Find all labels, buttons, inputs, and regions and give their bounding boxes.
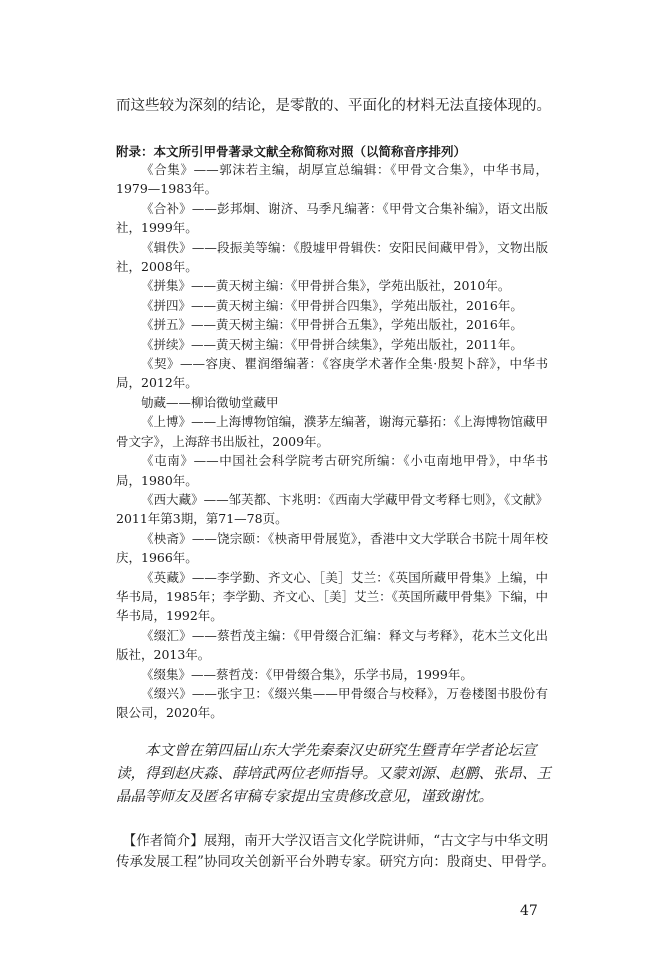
closing-paragraph: 而这些较为深刻的结论，是零散的、平面化的材料无法直接体现的。	[116, 98, 551, 114]
appendix-title: 附录：本文所引甲骨著录文献全称简称对照（以简称音序排列）	[116, 144, 467, 159]
acknowledgement-paragraph: 本文曾在第四届山东大学先秦秦汉史研究生暨青年学者论坛宣读，得到赵庆淼、薛培武两位老师指导。又蒙刘源、赵鹏、张昂、王晶晶等师友及匿名审稿专家提出宝贵修改意见，谨致谢忱。	[116, 743, 551, 805]
reference-entry: 《契》——容庚、瞿润缗编著：《容庚学术著作全集·殷契卜辞》，中华书局，2012年。	[116, 356, 548, 391]
reference-entry: 《缀汇》——蔡哲茂主编：《甲骨缀合汇编：释文与考释》，花木兰文化出版社，2013年。	[116, 627, 548, 663]
reference-entry: 《拼四》——黄天树主编：《甲骨拼合四集》，学苑出版社，2016年。	[141, 297, 523, 313]
reference-entry: 《上博》——上海博物馆编，濮茅左编著，谢海元摹拓：《上海博物馆藏甲骨文字》，上海辞书出版社，2009年。	[116, 414, 548, 449]
reference-entry: 《合集》——郭沫若主编，胡厚宣总编辑：《甲骨文合集》，中华书局，1979—1983年。	[116, 162, 548, 197]
reference-entry: 《拼五》——黄天树主编：《甲骨拼合五集》，学苑出版社，2016年。	[141, 317, 523, 333]
reference-entry: 《英藏》——李学勤、齐文心、［美］艾兰：《英国所藏甲骨集》上编，中华书局，1985年；李学勤、齐文心、［美］艾兰：《英国所藏甲骨集》下编，中华书局，1992年。	[116, 569, 548, 624]
reference-entry: 《屯南》——中国社会科学院考古研究所编：《小屯南地甲骨》，中华书局，1980年。	[116, 453, 548, 488]
reference-entry: 《缀兴》——张宇卫：《缀兴集——甲骨缀合与校释》，万卷楼图书股份有限公司，2020年。	[116, 685, 548, 721]
reference-entry: 《柍斋》——饶宗颐：《柍斋甲骨展览》，香港中文大学联合书院十周年校庆，1966年。	[116, 530, 548, 566]
reference-entry: 《缀集》——蔡哲茂：《甲骨缀合集》，乐学书局，1999年。	[141, 666, 473, 682]
page-number: 47	[520, 903, 538, 919]
author-bio: 【作者简介】展翔，南开大学汉语言文化学院讲师，“古文字与中华文明传承发展工程”协同攻关创新平台外聘专家。研究方向：殷商史、甲骨学。	[116, 833, 555, 870]
reference-entry: 《拼续》——黄天树主编：《甲骨拼合续集》，学苑出版社，2011年。	[141, 336, 523, 352]
reference-entry: 《拼集》——黄天树主编：《甲骨拼合集》，学苑出版社，2010年。	[141, 278, 511, 294]
reference-entry: 《合补》——彭邦炯、谢济、马季凡编著：《甲骨文合集补编》，语文出版社，1999年。	[116, 200, 548, 236]
reference-entry: 《西大藏》——邹芙都、卞兆明：《西南大学藏甲骨文考释七则》，《文献》2011年第3期，第71—78页。	[116, 491, 548, 527]
reference-list	[116, 160, 548, 723]
reference-entry: 《辑佚》——段振美等编：《殷墟甲骨辑佚：安阳民间藏甲骨》，文物出版社，2008年。	[116, 239, 548, 275]
reference-entry: 劬藏——柳诒徵劬堂藏甲	[141, 394, 279, 410]
